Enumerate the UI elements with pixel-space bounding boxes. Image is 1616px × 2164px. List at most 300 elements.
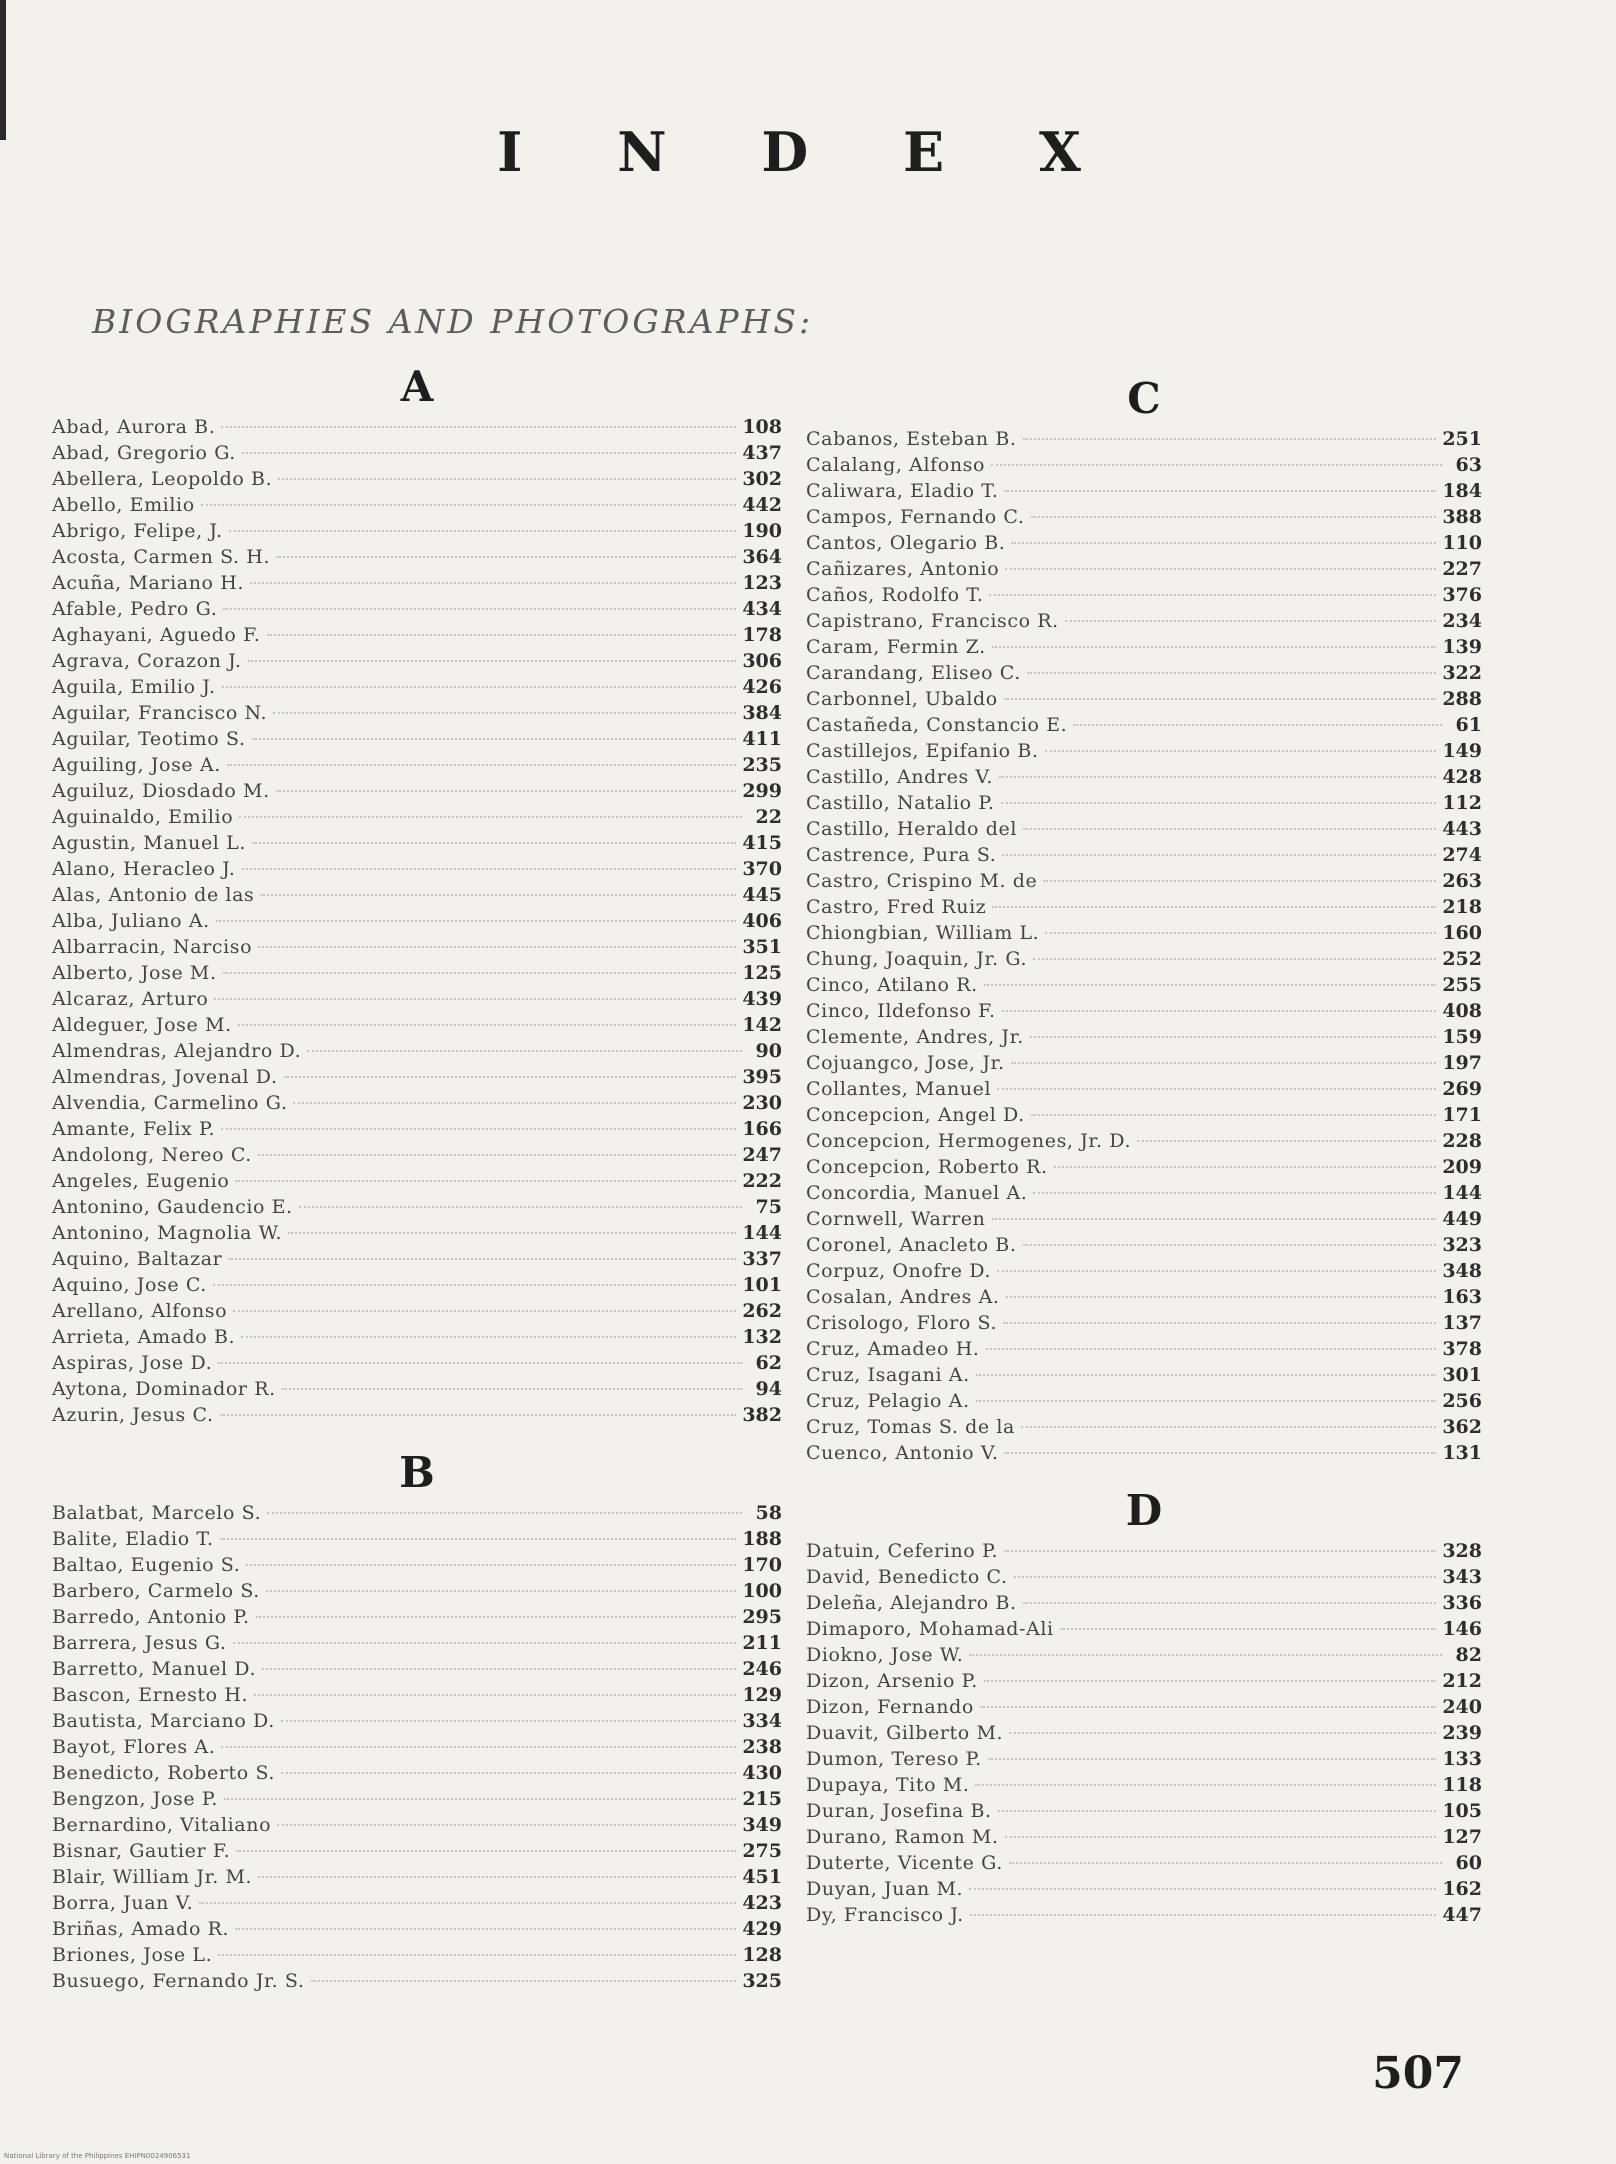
dot-leader (258, 1154, 736, 1156)
entry-page: 238 (742, 1736, 782, 1758)
dot-leader (262, 1668, 736, 1670)
index-entry (52, 752, 782, 778)
dot-leader (236, 1850, 736, 1852)
entry-name: Alvendia, Carmelino G. (52, 1092, 288, 1114)
dot-leader (284, 1076, 737, 1078)
entry-page: 269 (1442, 1078, 1482, 1100)
entry-page: 451 (742, 1866, 782, 1888)
entry-page: 439 (742, 988, 782, 1010)
entry-page: 108 (742, 416, 782, 438)
entry-page: 90 (755, 1040, 782, 1062)
entry-page: 133 (1442, 1748, 1482, 1770)
index-entry (52, 1526, 782, 1552)
entry-page: 337 (742, 1248, 782, 1270)
index-entry (52, 1942, 782, 1968)
entry-name: Concepcion, Roberto R. (806, 1156, 1048, 1178)
entry-name: Bisnar, Gautier F. (52, 1840, 231, 1862)
dot-leader (998, 1810, 1437, 1812)
dot-leader (1045, 932, 1436, 934)
entry-name: Cruz, Isagani A. (806, 1364, 970, 1386)
entry-page: 211 (742, 1632, 782, 1654)
index-entry (806, 946, 1482, 972)
entry-name: Afable, Pedro G. (52, 598, 218, 620)
index-entry (806, 1902, 1482, 1928)
dot-leader (1023, 828, 1436, 830)
entry-name: Cinco, Atilano R. (806, 974, 978, 996)
dot-leader (282, 1388, 742, 1390)
entry-page: 129 (742, 1684, 782, 1706)
entry-page: 188 (742, 1528, 782, 1550)
dot-leader (986, 1348, 1437, 1350)
dot-leader (976, 1374, 1437, 1376)
entry-page: 301 (1442, 1364, 1482, 1386)
index-entry (52, 986, 782, 1012)
dot-leader (222, 686, 737, 688)
index-entry (52, 804, 782, 830)
dot-leader (1003, 1322, 1436, 1324)
entry-name: Coronel, Anacleto B. (806, 1234, 1017, 1256)
entry-name: Diokno, Jose W. (806, 1644, 964, 1666)
entry-name: Arrieta, Amado B. (52, 1326, 236, 1348)
entry-page: 234 (1442, 610, 1482, 632)
entry-page: 105 (1442, 1800, 1482, 1822)
entry-page: 94 (755, 1378, 782, 1400)
index-group-b (52, 1446, 782, 1994)
entry-page: 442 (742, 494, 782, 516)
index-entry (806, 1284, 1482, 1310)
entry-page: 443 (1442, 818, 1482, 840)
index-entry (52, 1298, 782, 1324)
index-entry (52, 778, 782, 804)
entry-name: Duyan, Juan M. (806, 1878, 964, 1900)
entry-name: Cuenco, Antonio V. (806, 1442, 999, 1464)
index-entry (806, 1336, 1482, 1362)
entry-page: 349 (742, 1814, 782, 1836)
index-entry (52, 1916, 782, 1942)
entry-name: Balite, Eladio T. (52, 1528, 214, 1550)
entry-name: Cañizares, Antonio (806, 558, 1000, 580)
index-entry (806, 1414, 1482, 1440)
dot-leader (233, 1310, 736, 1312)
entry-name: Dupaya, Tito M. (806, 1774, 970, 1796)
index-entry (52, 518, 782, 544)
entry-page: 323 (1442, 1234, 1482, 1256)
entry-name: Alas, Antonio de las (52, 884, 255, 906)
index-entry (806, 686, 1482, 712)
entry-name: Albarracin, Narciso (52, 936, 253, 958)
dot-leader (1014, 1576, 1437, 1578)
entry-name: Almendras, Alejandro D. (52, 1040, 302, 1062)
index-entry (806, 764, 1482, 790)
entry-name: Cabanos, Esteban B. (806, 428, 1017, 450)
entry-name: Duterte, Vicente G. (806, 1852, 1003, 1874)
entry-list (52, 414, 782, 1428)
entry-name: Abad, Gregorio G. (52, 442, 236, 464)
dot-leader (252, 842, 736, 844)
index-entry (806, 1258, 1482, 1284)
page-number: 507 (1372, 2048, 1464, 2099)
entry-name: Aghayani, Aguedo F. (52, 624, 261, 646)
dot-leader (293, 1102, 736, 1104)
entry-page: 429 (742, 1918, 782, 1940)
entry-page: 449 (1442, 1208, 1482, 1230)
entry-name: Alberto, Jose M. (52, 962, 217, 984)
index-entry (806, 1206, 1482, 1232)
entry-name: Barretto, Manuel D. (52, 1658, 257, 1680)
dot-leader (254, 1694, 736, 1696)
page-title: I N D E X (497, 120, 1119, 184)
entry-page: 178 (742, 624, 782, 646)
dot-leader (1031, 1114, 1437, 1116)
dot-leader (976, 1400, 1437, 1402)
entry-name: Clemente, Andres, Jr. (806, 1026, 1024, 1048)
entry-page: 144 (742, 1222, 782, 1244)
index-entry (52, 1864, 782, 1890)
dot-leader (989, 594, 1436, 596)
entry-page: 288 (1442, 688, 1482, 710)
entry-name: David, Benedicto C. (806, 1566, 1008, 1588)
group-letter: C (1127, 374, 1161, 423)
entry-name: Cantos, Olegario B. (806, 532, 1006, 554)
entry-page: 322 (1442, 662, 1482, 684)
dot-leader (307, 1050, 742, 1052)
dot-leader (997, 1088, 1436, 1090)
index-entry (52, 830, 782, 856)
entry-page: 306 (742, 650, 782, 672)
index-entry (52, 1220, 782, 1246)
dot-leader (252, 738, 737, 740)
entry-name: Duavit, Gilberto M. (806, 1722, 1004, 1744)
index-entry (806, 1746, 1482, 1772)
index-entry (806, 816, 1482, 842)
entry-name: Dumon, Tereso P. (806, 1748, 982, 1770)
dot-leader (221, 426, 736, 428)
entry-page: 131 (1442, 1442, 1482, 1464)
entry-name: Caliwara, Eladio T. (806, 480, 999, 502)
entry-name: Blair, William Jr. M. (52, 1866, 253, 1888)
entry-page: 343 (1442, 1566, 1482, 1588)
dot-leader (227, 764, 736, 766)
dot-leader (241, 1336, 736, 1338)
entry-page: 160 (1442, 922, 1482, 944)
index-entry (806, 894, 1482, 920)
index-entry (52, 1402, 782, 1428)
index-entry (52, 1350, 782, 1376)
dot-leader (281, 1772, 736, 1774)
dot-leader (278, 478, 736, 480)
dot-leader (1031, 516, 1437, 518)
index-entry (806, 1362, 1482, 1388)
entry-page: 428 (1442, 766, 1482, 788)
entry-page: 132 (742, 1326, 782, 1348)
entry-name: Acosta, Carmen S. H. (52, 546, 271, 568)
dot-leader (216, 920, 737, 922)
dot-leader (220, 1538, 737, 1540)
entry-page: 146 (1442, 1618, 1482, 1640)
dot-leader (1023, 1602, 1437, 1604)
dot-leader (201, 504, 737, 506)
entry-name: Aguilar, Francisco N. (52, 702, 268, 724)
index-entry (806, 530, 1482, 556)
index-entry (806, 1024, 1482, 1050)
entry-name: Calalang, Alfonso (806, 454, 986, 476)
entry-name: Aldeguer, Jose M. (52, 1014, 232, 1036)
dot-leader (999, 776, 1436, 778)
entry-name: Dimaporo, Mohamad-Ali (806, 1618, 1054, 1640)
entry-name: Castillo, Andres V. (806, 766, 994, 788)
dot-leader (992, 906, 1436, 908)
index-entry (52, 1708, 782, 1734)
entry-page: 295 (742, 1606, 782, 1628)
dot-leader (299, 1206, 742, 1208)
index-entry (52, 1812, 782, 1838)
entry-page: 159 (1442, 1026, 1482, 1048)
dot-leader (1004, 490, 1436, 492)
entry-name: Abrigo, Felipe, J. (52, 520, 223, 542)
entry-name: Cojuangco, Jose, Jr. (806, 1052, 1005, 1074)
index-group-c (806, 372, 1482, 1466)
entry-name: Castro, Fred Ruiz (806, 896, 987, 918)
entry-name: Chiongbian, William L. (806, 922, 1040, 944)
entry-page: 110 (1442, 532, 1482, 554)
entry-name: Durano, Ramon M. (806, 1826, 999, 1848)
dot-leader (277, 1824, 736, 1826)
index-entry (806, 1050, 1482, 1076)
entry-page: 58 (755, 1502, 782, 1524)
dot-leader (235, 1180, 736, 1182)
entry-list (806, 426, 1482, 1466)
entry-page: 364 (742, 546, 782, 568)
index-entry (52, 1760, 782, 1786)
index-entry (806, 1538, 1482, 1564)
entry-name: Azurin, Jesus C. (52, 1404, 214, 1426)
entry-page: 125 (742, 962, 782, 984)
entry-page: 302 (742, 468, 782, 490)
entry-page: 170 (742, 1554, 782, 1576)
index-entry (806, 504, 1482, 530)
entry-name: Alano, Heracleo J. (52, 858, 236, 880)
entry-name: Aquino, Jose C. (52, 1274, 207, 1296)
entry-name: Acuña, Mariano H. (52, 572, 245, 594)
dot-leader (1060, 1628, 1437, 1630)
dot-leader (1045, 750, 1437, 752)
index-entry (52, 1272, 782, 1298)
entry-page: 144 (1442, 1182, 1482, 1204)
index-entry (806, 1798, 1482, 1824)
entry-name: Angeles, Eugenio (52, 1170, 230, 1192)
index-group-d (806, 1484, 1482, 1928)
entry-page: 128 (742, 1944, 782, 1966)
dot-leader (1009, 1862, 1442, 1864)
dot-leader (1004, 698, 1437, 700)
entry-name: Capistrano, Francisco R. (806, 610, 1059, 632)
dot-leader (1043, 880, 1436, 882)
group-letter: D (1125, 1486, 1163, 1535)
entry-page: 406 (742, 910, 782, 932)
index-entry (52, 726, 782, 752)
entry-name: Bautista, Marciano D. (52, 1710, 275, 1732)
entry-name: Aguilar, Teotimo S. (52, 728, 246, 750)
dot-leader (969, 1888, 1436, 1890)
entry-page: 218 (1442, 896, 1482, 918)
entry-page: 240 (1442, 1696, 1482, 1718)
entry-page: 197 (1442, 1052, 1482, 1074)
dot-leader (248, 660, 737, 662)
dot-leader (1073, 724, 1442, 726)
index-group-a (52, 360, 782, 1428)
index-entry (806, 712, 1482, 738)
entry-page: 75 (755, 1196, 782, 1218)
dot-leader (1065, 620, 1437, 622)
index-entry (806, 1310, 1482, 1336)
entry-name: Cruz, Amadeo H. (806, 1338, 980, 1360)
entry-name: Crisologo, Floro S. (806, 1312, 998, 1334)
index-entry (806, 426, 1482, 452)
entry-page: 274 (1442, 844, 1482, 866)
entry-page: 426 (742, 676, 782, 698)
index-entry (806, 1824, 1482, 1850)
group-letter: B (399, 1448, 435, 1497)
index-entry (806, 1850, 1482, 1876)
entry-page: 142 (742, 1014, 782, 1036)
entry-name: Amante, Felix P. (52, 1118, 216, 1140)
index-entry (806, 1128, 1482, 1154)
entry-name: Balatbat, Marcelo S. (52, 1502, 262, 1524)
index-entry (806, 1102, 1482, 1128)
entry-name: Alba, Juliano A. (52, 910, 210, 932)
entry-page: 162 (1442, 1878, 1482, 1900)
index-entry (52, 856, 782, 882)
dot-leader (242, 452, 736, 454)
index-entry (806, 452, 1482, 478)
entry-page: 388 (1442, 506, 1482, 528)
dot-leader (273, 712, 736, 714)
entry-page: 437 (742, 442, 782, 464)
index-entry (52, 1168, 782, 1194)
entry-page: 212 (1442, 1670, 1482, 1692)
entry-name: Briones, Jose L. (52, 1944, 213, 1966)
entry-name: Castrence, Pura S. (806, 844, 997, 866)
entry-name: Corpuz, Onofre D. (806, 1260, 991, 1282)
entry-page: 334 (742, 1710, 782, 1732)
entry-page: 171 (1442, 1104, 1482, 1126)
dot-leader (1021, 1426, 1436, 1428)
index-entry (806, 608, 1482, 634)
entry-page: 447 (1442, 1904, 1482, 1926)
entry-page: 348 (1442, 1260, 1482, 1282)
dot-leader (229, 530, 737, 532)
entry-page: 82 (1455, 1644, 1482, 1666)
entry-name: Cruz, Tomas S. de la (806, 1416, 1015, 1438)
index-entry (806, 634, 1482, 660)
dot-leader (238, 1024, 737, 1026)
index-entry (806, 1590, 1482, 1616)
entry-page: 362 (1442, 1416, 1482, 1438)
index-entry (52, 934, 782, 960)
dot-leader (988, 1758, 1437, 1760)
index-entry (806, 1694, 1482, 1720)
entry-name: Alcaraz, Arturo (52, 988, 209, 1010)
entry-page: 227 (1442, 558, 1482, 580)
dot-leader (214, 998, 736, 1000)
dot-leader (1002, 854, 1436, 856)
entry-page: 328 (1442, 1540, 1482, 1562)
dot-leader (221, 1128, 736, 1130)
index-entry (806, 1642, 1482, 1668)
dot-leader (228, 1258, 736, 1260)
entry-name: Cosalan, Andres A. (806, 1286, 1000, 1308)
dot-leader (1001, 802, 1437, 804)
entry-name: Abad, Aurora B. (52, 416, 216, 438)
index-entry (806, 1720, 1482, 1746)
entry-page: 384 (742, 702, 782, 724)
entry-name: Chung, Joaquin, Jr. G. (806, 948, 1028, 970)
index-entry (806, 1616, 1482, 1642)
entry-name: Dizon, Arsenio P. (806, 1670, 978, 1692)
entry-name: Aspiras, Jose D. (52, 1352, 213, 1374)
dot-leader (281, 1720, 736, 1722)
dot-leader (1004, 1550, 1436, 1552)
entry-list (52, 1500, 782, 1994)
entry-name: Castillejos, Epifanio B. (806, 740, 1039, 762)
entry-page: 378 (1442, 1338, 1482, 1360)
entry-page: 100 (742, 1580, 782, 1602)
entry-page: 325 (742, 1970, 782, 1992)
section-heading: BIOGRAPHIES AND PHOTOGRAPHS: (92, 302, 814, 341)
index-entry (806, 1668, 1482, 1694)
entry-name: Abello, Emilio (52, 494, 195, 516)
index-entry (52, 1630, 782, 1656)
entry-name: Castro, Crispino M. de (806, 870, 1038, 892)
index-entry (52, 882, 782, 908)
index-entry (52, 1682, 782, 1708)
dot-leader (984, 984, 1437, 986)
index-entry (52, 1890, 782, 1916)
entry-page: 123 (742, 572, 782, 594)
entry-name: Baltao, Eugenio S. (52, 1554, 241, 1576)
dot-leader (218, 1954, 736, 1956)
entry-page: 137 (1442, 1312, 1482, 1334)
entry-name: Bascon, Ernesto H. (52, 1684, 249, 1706)
dot-leader (256, 1616, 737, 1618)
entry-name: Carbonnel, Ubaldo (806, 688, 998, 710)
entry-page: 382 (742, 1404, 782, 1426)
dot-leader (1006, 1296, 1437, 1298)
entry-name: Antonino, Magnolia W. (52, 1222, 283, 1244)
entry-name: Antonino, Gaudencio E. (52, 1196, 293, 1218)
entry-name: Concepcion, Angel D. (806, 1104, 1025, 1126)
entry-page: 209 (1442, 1156, 1482, 1178)
index-entry (806, 660, 1482, 686)
dot-leader (235, 1928, 736, 1930)
dot-leader (1023, 438, 1437, 440)
entry-page: 230 (742, 1092, 782, 1114)
index-entry (52, 1038, 782, 1064)
entry-page: 262 (742, 1300, 782, 1322)
entry-page: 445 (742, 884, 782, 906)
entry-name: Concepcion, Hermogenes, Jr. D. (806, 1130, 1132, 1152)
index-entry (52, 1142, 782, 1168)
entry-name: Concordia, Manuel A. (806, 1182, 1028, 1204)
entry-name: Busuego, Fernando Jr. S. (52, 1970, 305, 1992)
index-entry (806, 998, 1482, 1024)
dot-leader (276, 556, 736, 558)
entry-name: Aguila, Emilio J. (52, 676, 216, 698)
dot-leader (1009, 1732, 1436, 1734)
entry-page: 190 (742, 520, 782, 542)
index-entry (806, 972, 1482, 998)
index-entry (806, 1564, 1482, 1590)
